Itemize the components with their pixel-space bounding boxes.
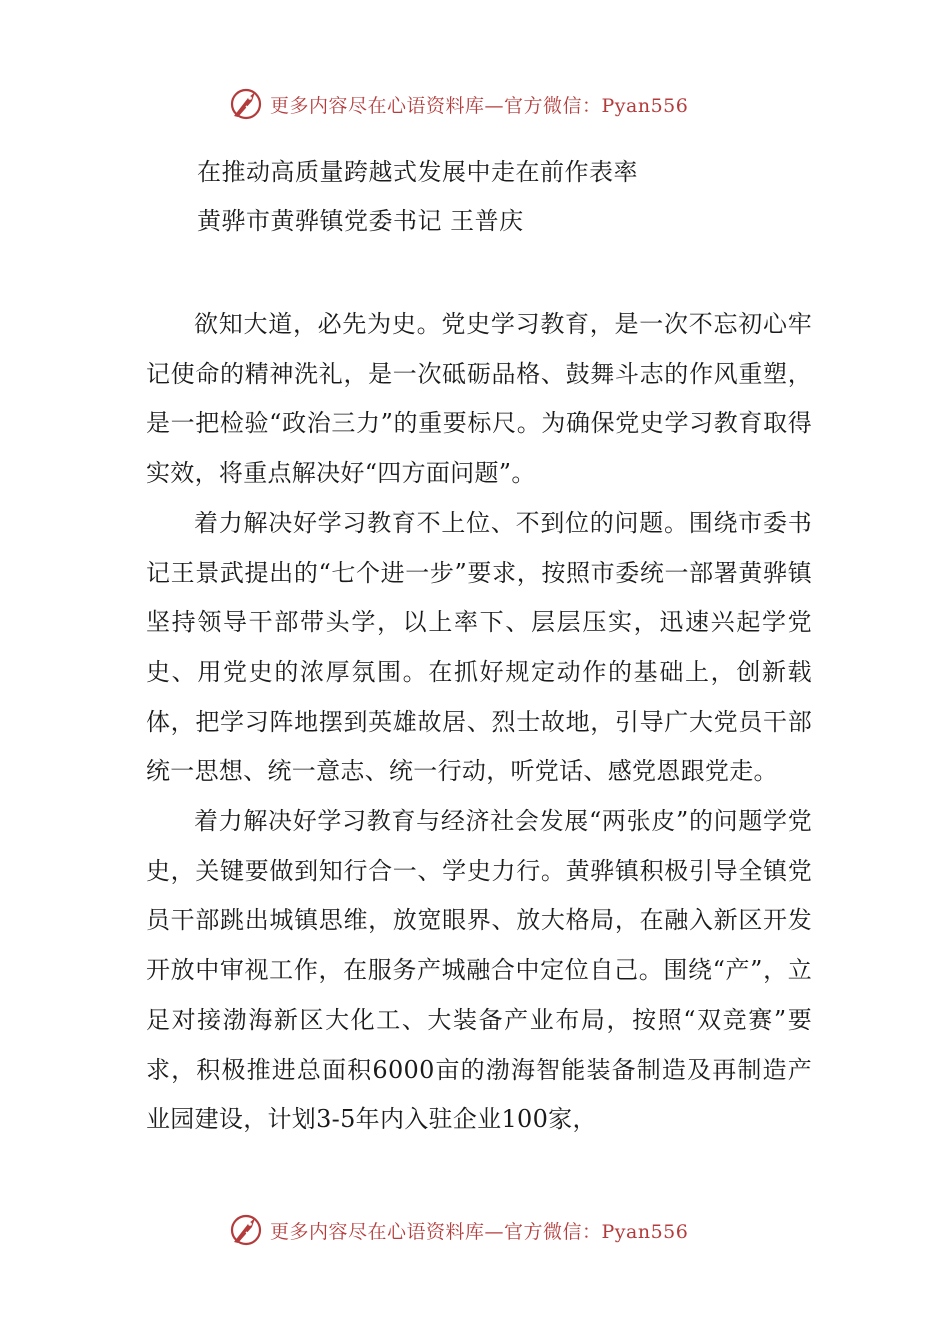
author-line: 黄骅市黄骅镇党委书记 王普庆 <box>197 207 524 235</box>
watermark-banner-top <box>228 84 688 124</box>
watermark-text: 更多内容尽在心语资料库—官方微信：Pyan556 <box>270 1220 689 1243</box>
paragraph: 着力解决好学习教育与经济社会发展“两张皮”的问题学党史，关键要做到知行合一、学史力行。黄骅镇积极引导全镇党员干部跳出城镇思维，放宽眼界、放大格局，在融入新区开发开放中审视工作，在服务产城融合中定位自己。围绕“产”，立足对接渤海新区大化工、大装备产业布局，按照“双竞赛”要求，积极推进总面积6000亩的渤海智能装备制造及再制造产业园建设，计划3-5年内入驻企业100家， <box>146 807 812 1134</box>
paragraph: 着力解决好学习教育不上位、不到位的问题。围绕市委书记王景武提出的“七个进一步”要求，按照市委统一部署黄骅镇坚持领导干部带头学，以上率下、层层压实，迅速兴起学党史、用党史的浓厚氛围。在抓好规定动作的基础上，创新载体，把学习阵地摆到英雄故居、烈士故地，引导广大党员干部统一思想、统一意志、统一行动，听党话、感党恩跟党走。 <box>146 508 812 786</box>
pen-nib-logo-icon <box>228 86 264 122</box>
paragraph: 欲知大道，必先为史。党史学习教育，是一次不忘初心牢记使命的精神洗礼，是一次砥砺品格、鼓舞斗志的作风重塑，是一把检验“政治三力”的重要标尺。为确保党史学习教育取得实效，将重点解决好“四方面问题”。 <box>146 310 812 488</box>
pen-nib-logo-icon <box>228 1212 264 1248</box>
watermark-text: 更多内容尽在心语资料库—官方微信：Pyan556 <box>270 94 689 117</box>
document-body <box>146 300 812 1145</box>
document-title: 在推动高质量跨越式发展中走在前作表率 <box>197 158 638 186</box>
watermark-banner-bottom <box>228 1210 688 1250</box>
